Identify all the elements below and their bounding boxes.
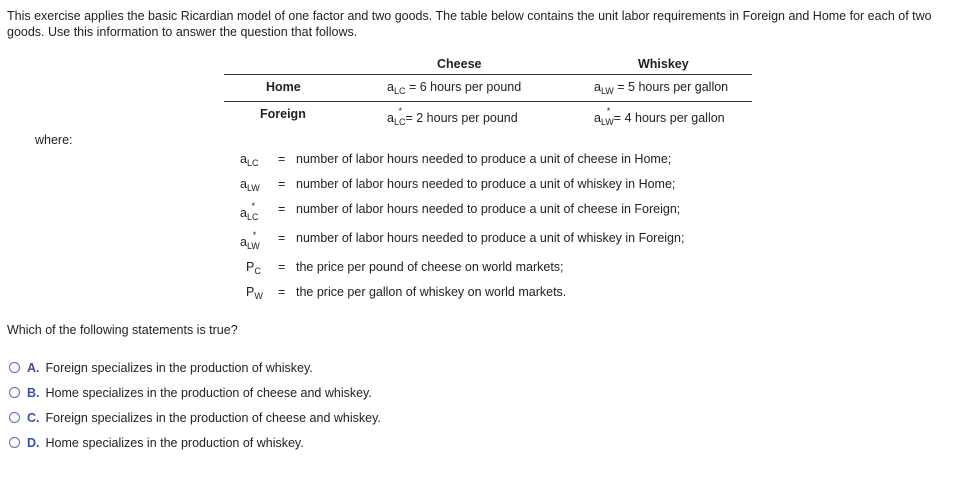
definition-symbol: $a_{LW}$ [240, 177, 260, 193]
option-text: Foreign specializes in the production of whiskey. [45, 361, 313, 375]
radio-button[interactable] [9, 412, 20, 423]
equals-sign: = [278, 260, 286, 274]
option-letter: A. [27, 361, 40, 375]
symbol: a [594, 111, 601, 125]
option-b[interactable] [9, 386, 381, 411]
value: = 6 hours per pound [408, 80, 522, 94]
value: = 5 hours per gallon [617, 80, 729, 94]
definition-symbol: $P_W$ [246, 285, 263, 301]
table-divider-top [224, 74, 752, 75]
where-label: where: [35, 133, 73, 147]
equals-sign: = [278, 231, 286, 245]
option-letter: D. [27, 436, 40, 450]
home-whiskey-cell [594, 80, 728, 96]
definition-symbol: $P_C$ [246, 260, 261, 276]
definition-symbol: $a_{LC}^*$ [240, 201, 259, 222]
symbol: a [594, 80, 601, 94]
answer-options [9, 361, 381, 461]
header-cheese: Cheese [437, 57, 482, 71]
symbol: a [387, 111, 394, 125]
definition-text: number of labor hours needed to produce a unit of cheese in Home; [296, 152, 672, 166]
option-a[interactable] [9, 361, 381, 386]
equals-sign: = [278, 202, 286, 216]
option-letter: B. [27, 386, 40, 400]
subscript: LW [600, 86, 614, 96]
option-letter: C. [27, 411, 40, 425]
exercise-intro: This exercise applies the basic Ricardian model of one factor and two goods. The table below contains the unit labor requirements in Foreign and Home for each of two goods. Use this information to answer the question that follows. [7, 9, 932, 39]
star-mark: * [398, 106, 402, 116]
equals-sign: = [278, 177, 286, 191]
definition-text: number of labor hours needed to produce a unit of cheese in Foreign; [296, 202, 681, 216]
foreign-whiskey-cell [594, 106, 725, 127]
table-divider-mid [224, 101, 752, 102]
header-whiskey: Whiskey [638, 57, 689, 71]
option-text: Home specializes in the production of cheese and whiskey. [45, 386, 372, 400]
definition-text: number of labor hours needed to produce a unit of whiskey in Home; [296, 177, 676, 191]
radio-button[interactable] [9, 387, 20, 398]
definition-symbol: $a_{LC}$ [240, 152, 259, 168]
foreign-cheese-cell [387, 106, 518, 127]
definition-text: the price per pound of cheese on world markets; [296, 260, 564, 274]
value: = 2 hours per pound [405, 111, 518, 125]
subscript: LC [393, 117, 406, 127]
symbol: a [387, 80, 394, 94]
definition-text: the price per gallon of whiskey on world markets. [296, 285, 567, 299]
question-text: Which of the following statements is true? [7, 323, 238, 337]
radio-button[interactable] [9, 437, 20, 448]
value: = 4 hours per gallon [613, 111, 725, 125]
option-c[interactable] [9, 411, 381, 436]
definition-text: number of labor hours needed to produce a unit of whiskey in Foreign; [296, 231, 685, 245]
definition-symbol: $a_{LW}^*$ [240, 230, 260, 251]
option-d[interactable] [9, 436, 381, 461]
option-text: Foreign specializes in the production of cheese and whiskey. [45, 411, 381, 425]
equals-sign: = [278, 152, 286, 166]
row-label-foreign: Foreign [260, 107, 306, 121]
subscript: LW [600, 117, 614, 127]
home-cheese-cell [387, 80, 521, 96]
row-label-home: Home [266, 80, 301, 94]
equals-sign: = [278, 285, 286, 299]
labor-requirements-table [224, 54, 752, 128]
subscript: LC [393, 86, 406, 96]
option-text: Home specializes in the production of whiskey. [45, 436, 304, 450]
star-mark: * [606, 106, 611, 116]
radio-button[interactable] [9, 362, 20, 373]
